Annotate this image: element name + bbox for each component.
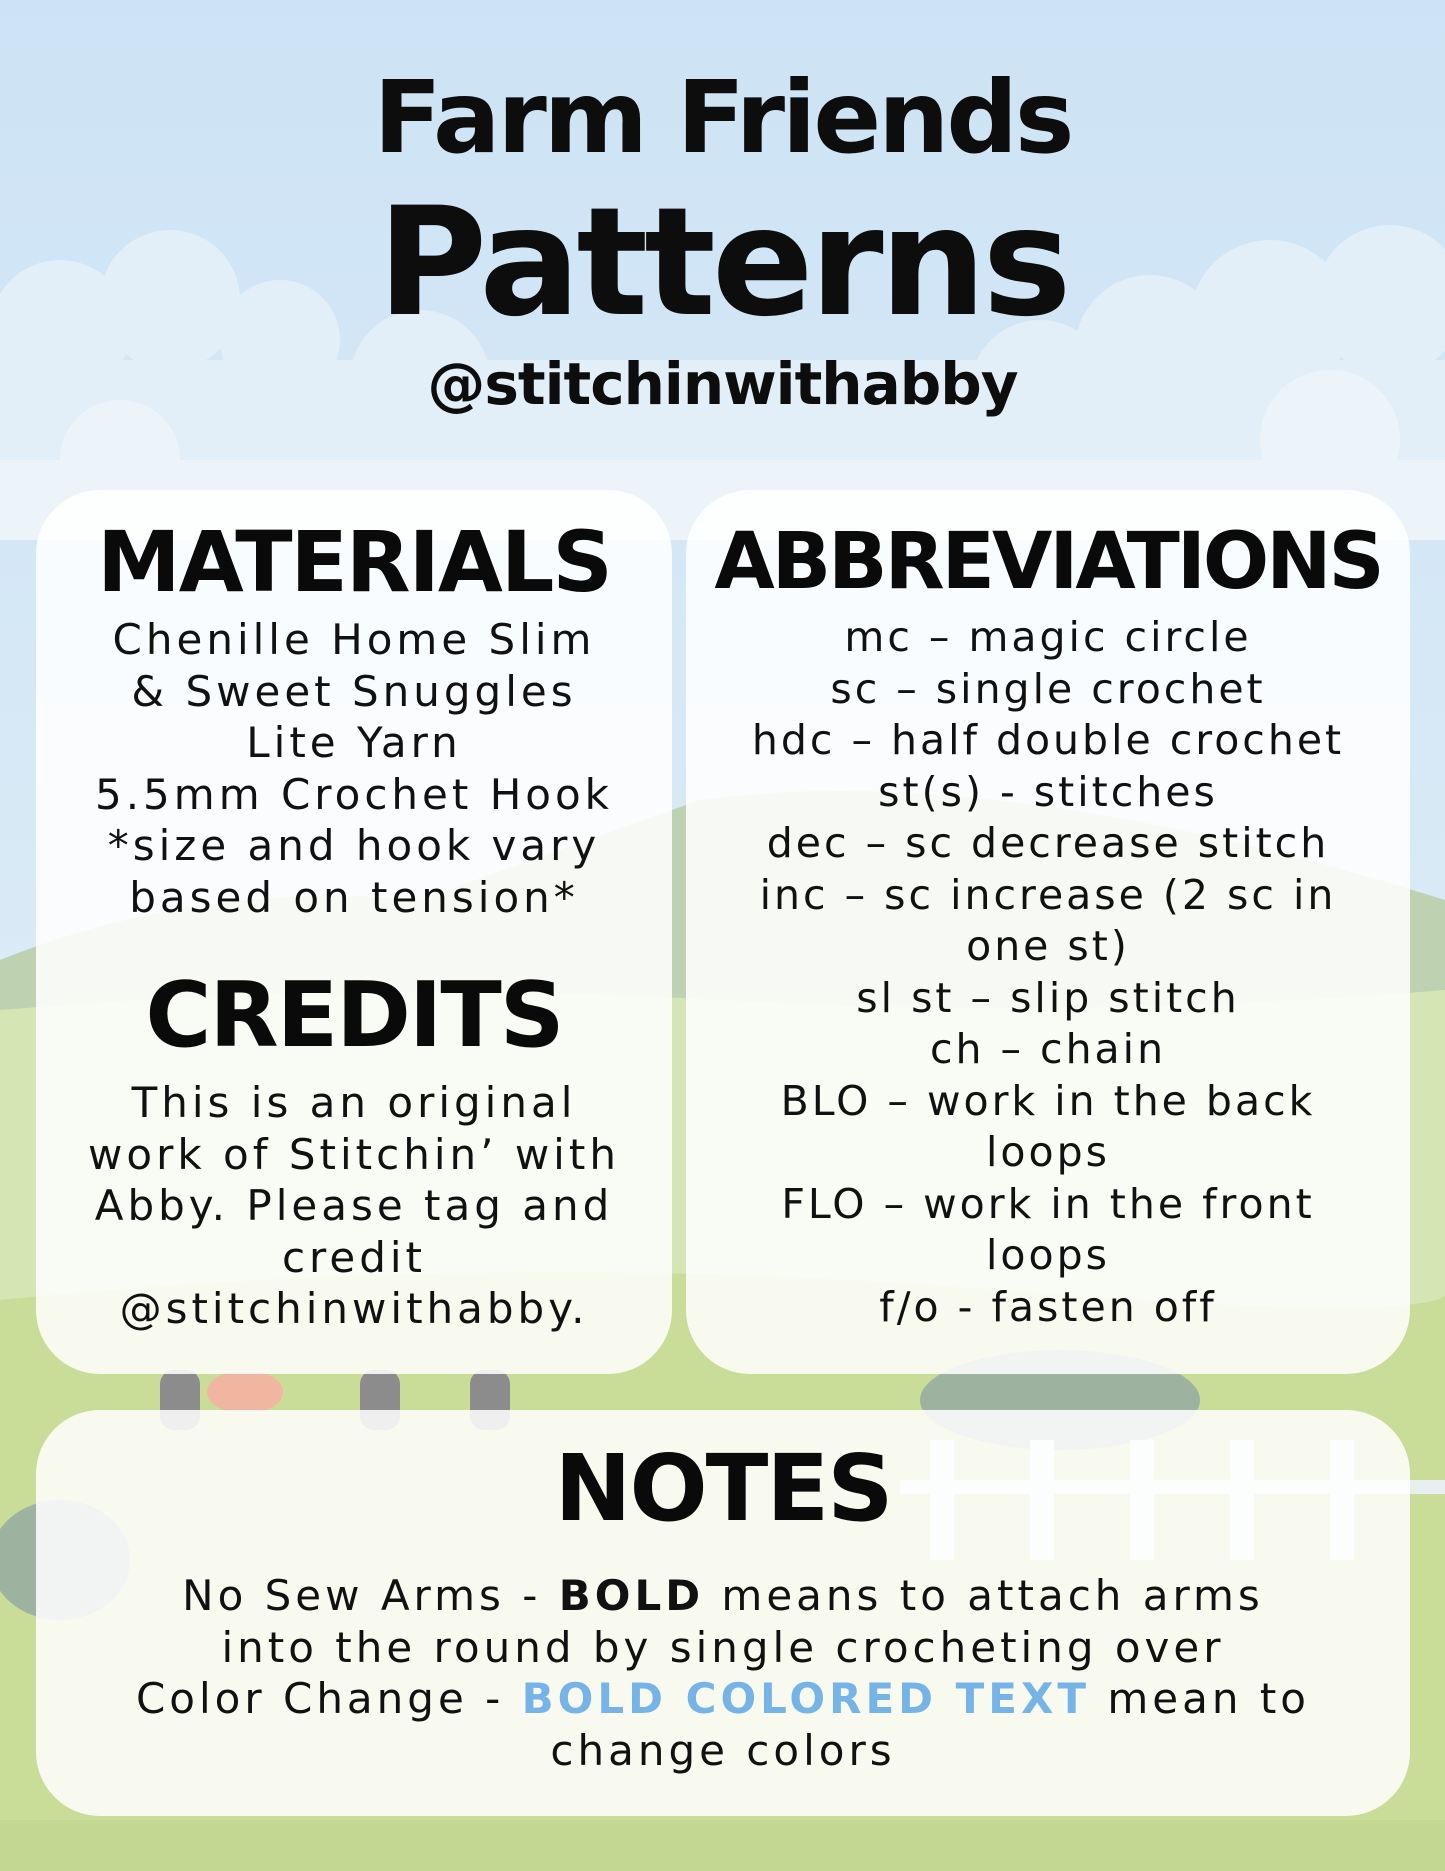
title-line-1: Farm Friends [373, 59, 1072, 176]
notes-line-2: into the round by single crocheting over [221, 1622, 1225, 1672]
abbreviation-line: FLO – work in the front [781, 1179, 1315, 1228]
materials-credits-card [36, 490, 672, 1374]
notes-card [36, 1410, 1410, 1816]
abbreviations-heading: ABBREVIATIONS [714, 517, 1382, 607]
abbreviation-line: loops [986, 1231, 1110, 1279]
notes-line-4: change colors [550, 1725, 896, 1775]
abbreviation-line: inc – sc increase (2 sc in [759, 870, 1337, 919]
credits-line: work of Stitchin’ with [88, 1129, 620, 1179]
credits-line: This is an original [131, 1078, 577, 1127]
abbreviation-line: loops [986, 1128, 1110, 1176]
social-handle: @stitchinwithabby [427, 350, 1018, 418]
abbreviation-line: ch – chain [929, 1025, 1167, 1073]
abbreviation-line: mc – magic circle [844, 613, 1252, 661]
bold-example: BOLD [558, 1571, 705, 1620]
abbreviation-line: f/o - fasten off [879, 1282, 1217, 1331]
credits-heading: CREDITS [145, 963, 563, 1068]
notes-text-plain: means to attach arms [704, 1571, 1264, 1620]
materials-line: Lite Yarn [246, 718, 462, 767]
materials-line: 5.5mm Crochet Hook [94, 769, 613, 819]
abbreviations-card [686, 490, 1410, 1374]
notes-line-1 [36, 1570, 1410, 1622]
credits-line: credit [281, 1232, 427, 1282]
materials-heading: MATERIALS [97, 513, 611, 611]
title-line-2: Patterns [377, 176, 1068, 350]
notes-heading: NOTES [554, 1435, 892, 1542]
materials-line: & Sweet Snuggles [131, 666, 577, 716]
abbreviation-line: dec – sc decrease stitch [766, 819, 1330, 867]
abbreviation-line: st(s) - stitches [878, 767, 1218, 816]
materials-list [36, 614, 672, 923]
credits-line: Abby. Please tag and [94, 1181, 614, 1230]
abbreviation-line: sc – single crochet [830, 664, 1266, 713]
credits-line: @stitchinwithabby. [119, 1284, 589, 1333]
materials-line: Chenille Home Slim [112, 615, 596, 664]
abbreviation-line: one st) [966, 922, 1130, 970]
notes-line-3 [36, 1673, 1410, 1725]
notes-text-plain: Color Change - [135, 1674, 522, 1723]
materials-line: based on tension* [129, 872, 579, 922]
abbreviation-line: hdc – half double crochet [751, 716, 1345, 764]
colored-text-example: BOLD COLORED TEXT [521, 1674, 1091, 1723]
notes-text [36, 1570, 1410, 1776]
abbreviation-line: BLO – work in the back [780, 1076, 1316, 1125]
abbreviation-line: sl st – slip stitch [856, 973, 1240, 1022]
notes-text-plain: mean to [1090, 1674, 1310, 1723]
abbreviations-list [686, 612, 1410, 1333]
credits-text [36, 1077, 672, 1335]
materials-line: *size and hook vary [107, 821, 601, 870]
notes-text-plain: No Sew Arms - [182, 1571, 559, 1620]
